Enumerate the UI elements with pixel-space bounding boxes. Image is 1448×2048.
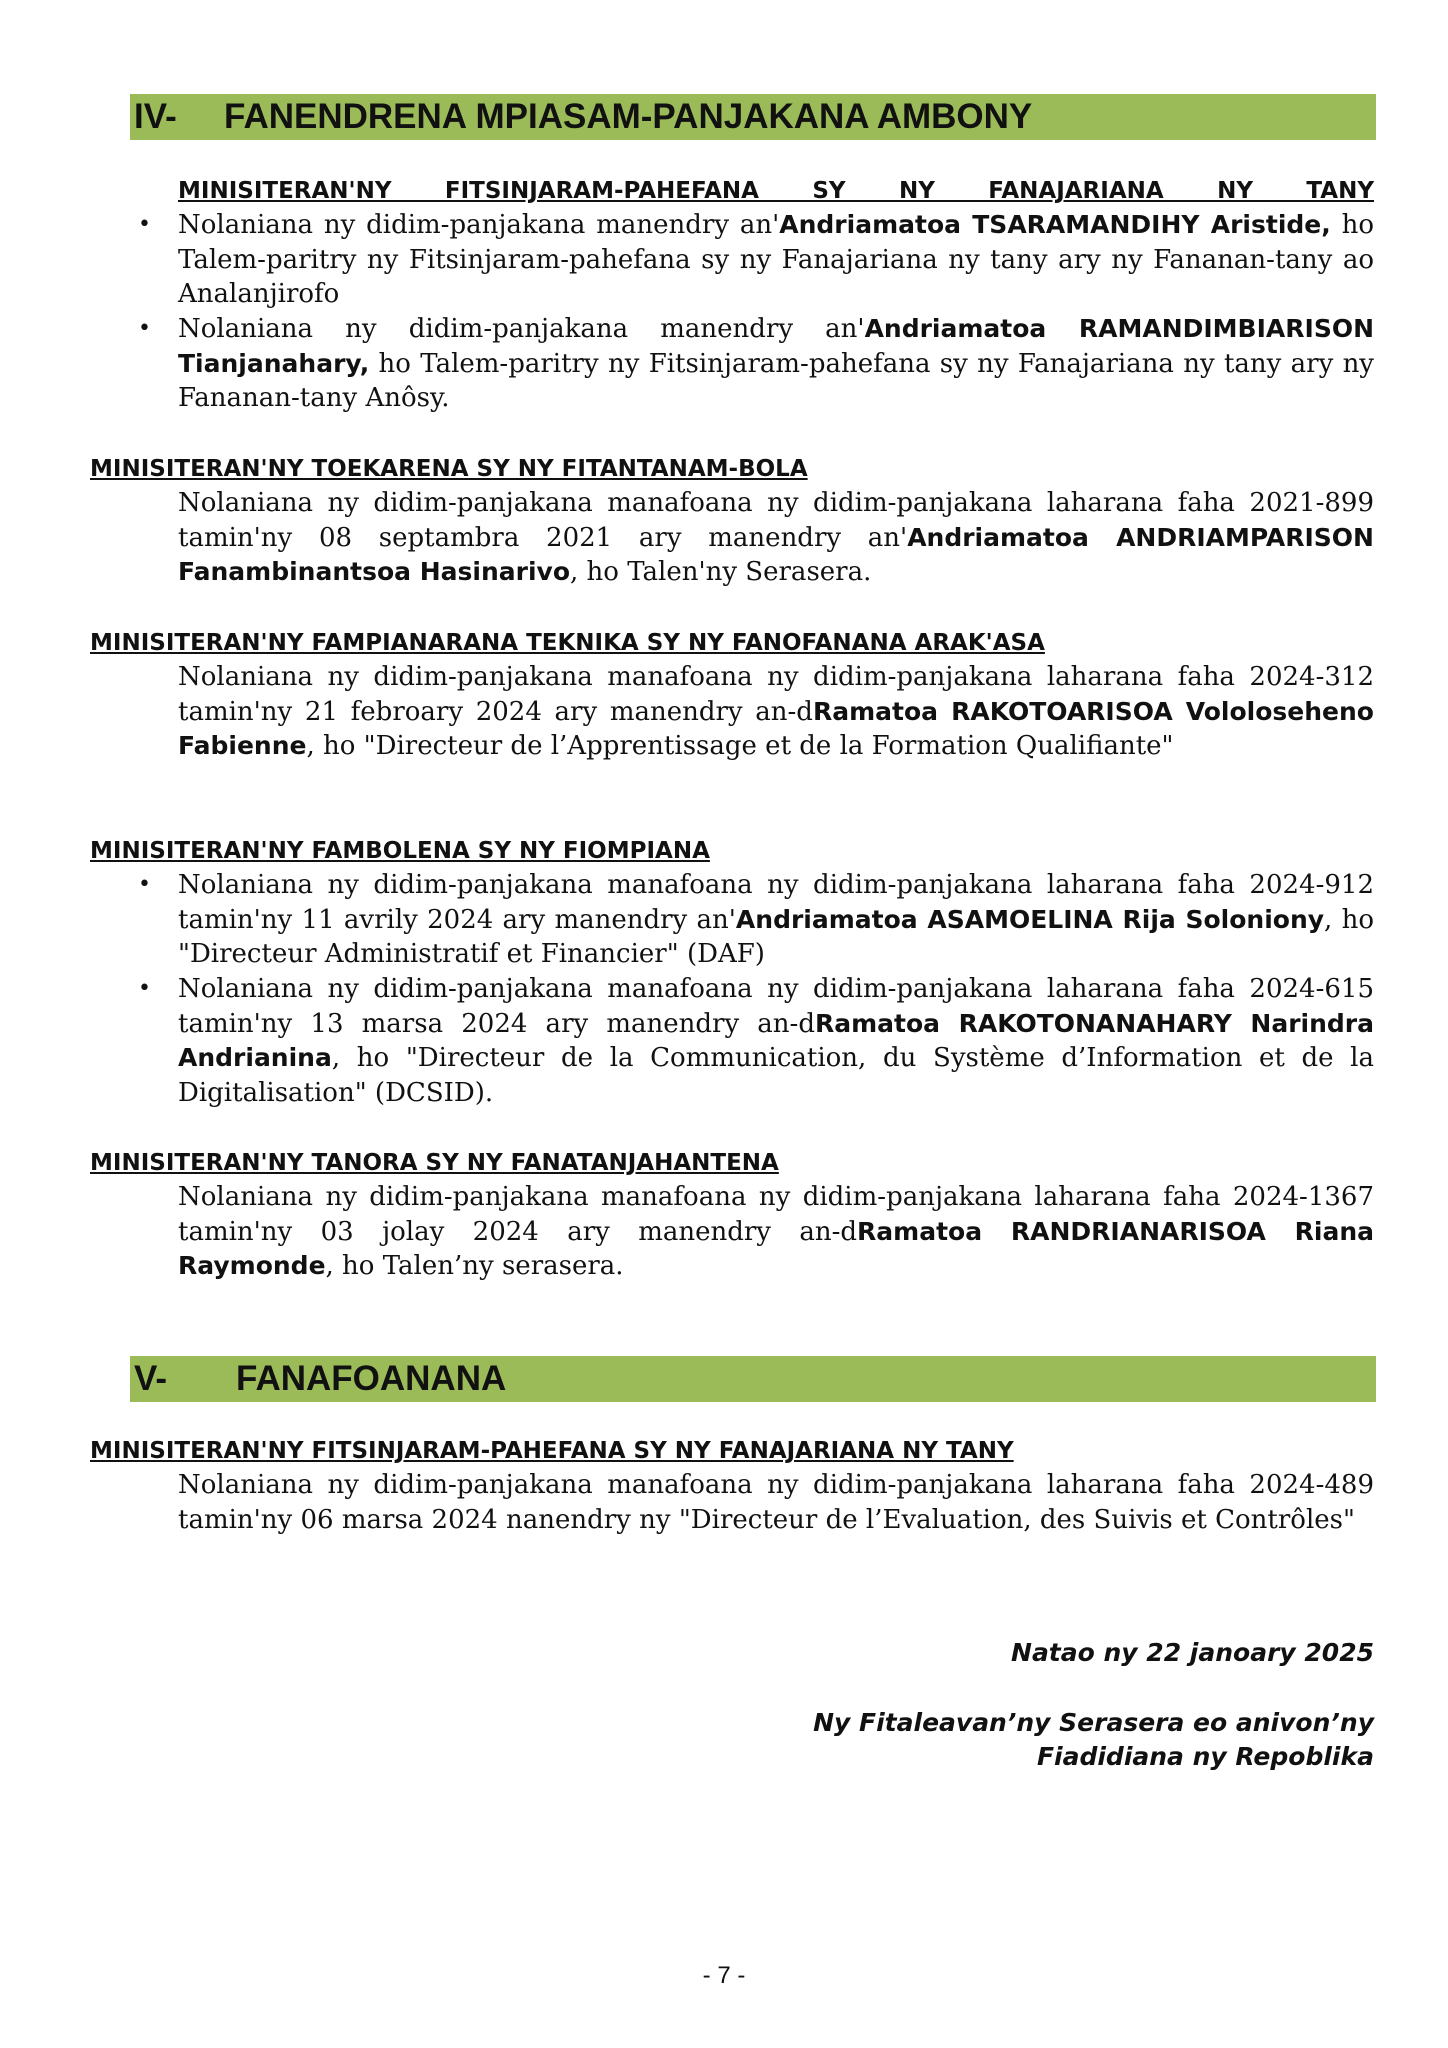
section-number: V- <box>134 1359 168 1398</box>
repeal-paragraph: Nolaniana ny didim-panjakana manafoana ny didim-panjakana laharana faha 2024-489 tamin'ny 06 marsa 2024 nanendry ny "Directeur de l’Evaluation, des Suivis et Contrôles" <box>178 1470 1374 1535</box>
signature-block <box>813 1706 1374 1774</box>
appointee-name: Ramatoa RANDRIANARISOA Riana Raymonde <box>178 1216 1374 1280</box>
page-number: - 7 - <box>702 1962 746 1989</box>
section-title: FANAFOANANA <box>236 1359 507 1398</box>
appointee-name: Andriamatoa ANDRIAMPARISON Fanambinantsoa Hasinarivo <box>178 522 1374 586</box>
appointee-name: Ramatoa RAKOTOARISOA Vololoseheno Fabienne <box>178 696 1374 760</box>
ministry-heading: MINISITERAN'NY TOEKARENA SY NY FITANTANAM-BOLA <box>90 456 808 482</box>
ministry-heading: MINISITERAN'NY FAMBOLENA SY NY FIOMPIANA <box>90 838 710 864</box>
appointment-item: • Nolaniana ny didim-panjakana manafoana ny didim-panjakana laharana faha 2024-615 tamin'ny 13 marsa 2024 ary manendry an-dRamatoa RAKOTONANAHARY Narindra Andrianina, ho "Directeur de la Communication, du Système d’Information et de la Digitalisation" (DCSID). <box>178 972 1374 1110</box>
section-header-iv <box>130 94 1376 140</box>
ministry-heading: MINISITERAN'NY FITSINJARAM-PAHEFANA SY NY FANAJARIANA NY TANY <box>178 178 1374 204</box>
appointment-paragraph: Nolaniana ny didim-panjakana manafoana ny didim-panjakana laharana faha 2024-312 tamin'ny 21 febroary 2024 ary manendry an-dRamatoa RAKOTOARISOA Vololoseheno Fabienne, ho "Directeur de l’Apprentissage et de la Formation Qualifiante" <box>178 662 1374 761</box>
ministry-heading: MINISITERAN'NY FITSINJARAM-PAHEFANA SY NY FANAJARIANA NY TANY <box>90 1438 1014 1464</box>
signature-date: Natao ny 22 janoary 2025 <box>1011 1638 1374 1667</box>
appointee-name: Andriamatoa ASAMOELINA Rija Soloniony <box>735 904 1325 934</box>
section-title: FANENDRENA MPIASAM-PANJAKANA AMBONY <box>224 97 1033 136</box>
appointment-item: • Nolaniana ny didim-panjakana manafoana ny didim-panjakana laharana faha 2024-912 tamin'ny 11 avrily 2024 ary manendry an'Andriamatoa ASAMOELINA Rija Soloniony, ho "Directeur Administratif et Financier" (DAF) <box>178 868 1374 972</box>
appointment-item: • Nolaniana ny didim-panjakana manendry an'Andriamatoa RAMANDIMBIARISON Tianjanahary, ho Talem-paritry ny Fitsinjaram-pahefana sy ny Fanajariana ny tany ary ny Fananan-tany Anôsy. <box>178 312 1374 416</box>
appointment-item: • Nolaniana ny didim-panjakana manendry an'Andriamatoa TSARAMANDIHY Aristide, ho Talem-paritry ny Fitsinjaram-pahefana sy ny Fanajariana ny tany ary ny Fananan-tany ao Analanjirofo <box>178 208 1374 312</box>
appointment-paragraph: Nolaniana ny didim-panjakana manafoana ny didim-panjakana laharana faha 2024-1367 tamin'ny 03 jolay 2024 ary manendry an-dRamatoa RANDRIANARISOA Riana Raymonde, ho Talen’ny serasera. <box>178 1182 1374 1281</box>
signature-line: Ny Fitaleavan’ny Serasera eo anivon’ny <box>813 1708 1374 1737</box>
signature-line: Fiadidiana ny Repoblika <box>1036 1742 1374 1771</box>
ministry-heading: MINISITERAN'NY FAMPIANARANA TEKNIKA SY NY FANOFANANA ARAK'ASA <box>90 630 1045 656</box>
appointee-name: Ramatoa RAKOTONANAHARY Narindra Andrianina <box>178 1008 1374 1072</box>
ministry-heading: MINISITERAN'NY TANORA SY NY FANATANJAHANTENA <box>90 1150 779 1176</box>
appointee-name: Andriamatoa TSARAMANDIHY Aristide, <box>779 210 1331 239</box>
section-number: IV- <box>134 97 177 136</box>
section-header-v <box>130 1356 1376 1402</box>
appointment-paragraph: Nolaniana ny didim-panjakana manafoana ny didim-panjakana laharana faha 2021-899 tamin'ny 08 septambra 2021 ary manendry an'Andriamatoa ANDRIAMPARISON Fanambinantsoa Hasinarivo, ho Talen'ny Serasera. <box>178 488 1374 587</box>
appointee-name: Andriamatoa RAMANDIMBIARISON Tianjanahary, <box>178 314 1374 378</box>
